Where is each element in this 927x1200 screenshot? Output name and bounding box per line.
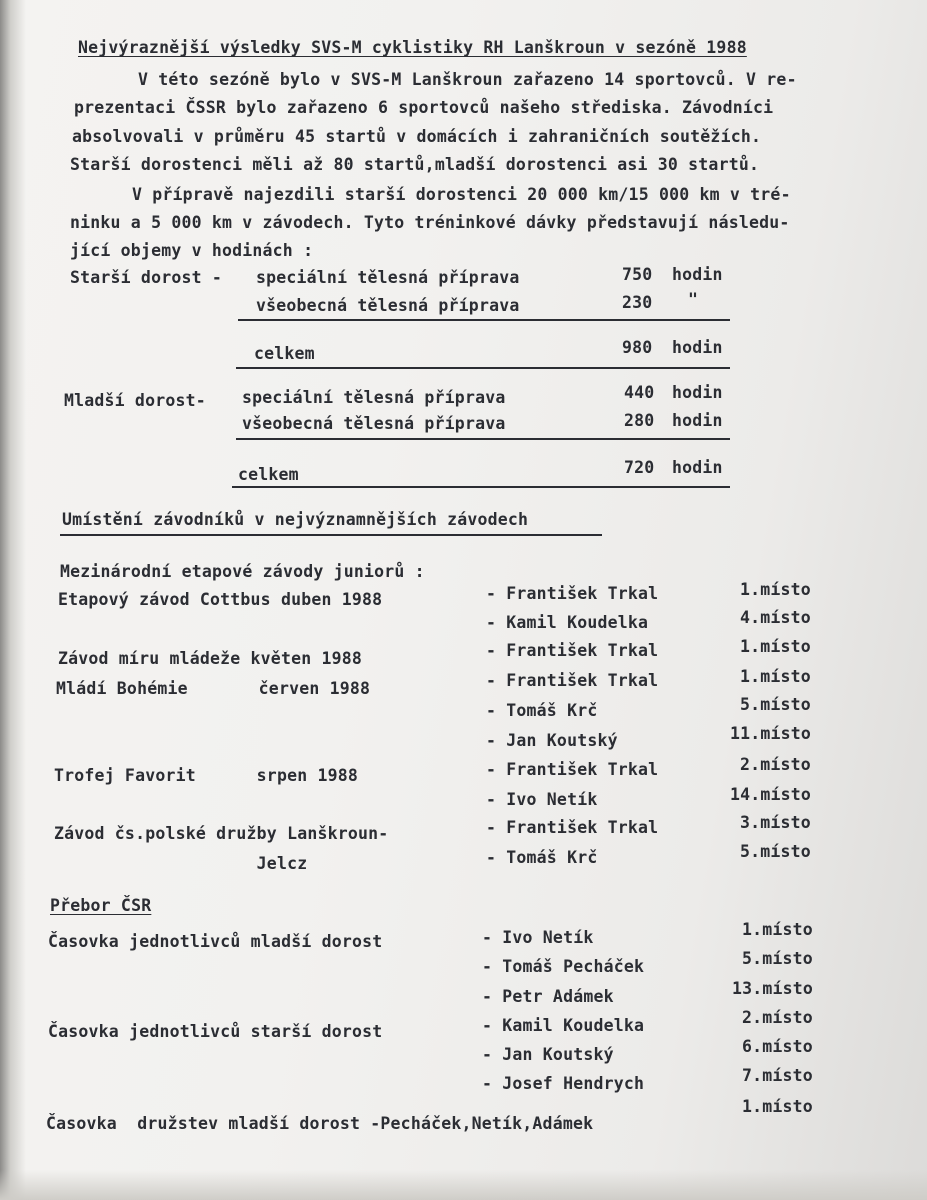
paragraph-line: ninku a 5 000 km v závodech. Tyto tréninkové dávky představují následu- — [70, 213, 790, 232]
volume-row-value: 280 — [624, 411, 655, 430]
result-place: 5.místo — [740, 842, 811, 861]
result-name: - Tomáš Krč — [486, 848, 598, 867]
result-name: - František Trkal — [486, 760, 659, 779]
championship-place: 6.místo — [742, 1037, 813, 1056]
championship-event: Časovka jednotlivců starší dorost — [48, 1022, 383, 1041]
result-place: 1.místo — [740, 667, 811, 686]
championship-name: - Josef Hendrych — [482, 1074, 645, 1093]
volume-total-label: celkem — [254, 344, 315, 363]
volume-row-label: speciální tělesná příprava — [256, 268, 520, 287]
paper-shadow-bottom — [0, 1170, 927, 1200]
championship-event: Časovka jednotlivců mladší dorost — [48, 932, 383, 951]
paragraph-line: V přípravě najezdili starší dorostenci 20 000 km/15 000 km v tré- — [132, 185, 791, 204]
volume-row-value: 440 — [624, 383, 655, 402]
document-title: Nejvýraznější výsledky SVS-M cyklistiky RH Lanškroun v sezóně 1988 — [78, 38, 747, 57]
result-place: 14.místo — [730, 785, 812, 804]
championship-place: 2.místo — [742, 1008, 813, 1027]
volume-total-label: celkem — [238, 465, 299, 484]
result-place: 1.místo — [740, 637, 811, 656]
paragraph-line: V této sezóně bylo v SVS-M Lanškroun zařazeno 14 sportovců. V re- — [138, 70, 797, 89]
volume-row-label: všeobecná tělesná příprava — [256, 296, 520, 315]
volume-row-value: 750 — [622, 265, 653, 284]
divider-line — [236, 438, 730, 440]
championship-name: - Ivo Netík — [482, 928, 594, 947]
championship-name: - Kamil Koudelka — [482, 1016, 645, 1035]
result-place: 11.místo — [730, 724, 812, 743]
result-name: - Jan Koutský — [486, 731, 618, 750]
championship-name: - Tomáš Pecháček — [482, 957, 645, 976]
team-result-line: Časovka družstev mladší dorost -Pecháček,Netík,Adámek — [46, 1114, 594, 1133]
paragraph-line: absolvovali v průměru 45 startů v domácích i zahraničních soutěžích. — [72, 127, 762, 146]
result-name: - František Trkal — [486, 671, 659, 690]
divider-line — [238, 319, 730, 321]
result-place: 1.místo — [740, 580, 811, 599]
result-place: 5.místo — [740, 695, 811, 714]
volume-group-label: Starší dorost - — [70, 268, 223, 287]
championship-place: 1.místo — [742, 920, 813, 939]
championship-name: - Jan Koutský — [482, 1045, 614, 1064]
result-name: - František Trkal — [486, 584, 659, 603]
result-name: - František Trkal — [486, 641, 659, 660]
result-event: Jelcz — [54, 854, 308, 873]
result-event: Mládí Bohémie červen 1988 — [56, 679, 371, 698]
paragraph-line: Starší dorostenci měli až 80 startů,mladší dorostenci asi 30 startů. — [70, 155, 760, 174]
volume-total-unit: hodin — [672, 458, 723, 477]
result-event: Etapový závod Cottbus duben 1988 — [58, 590, 383, 609]
volume-row-unit: hodin — [672, 265, 723, 284]
championship-place: 5.místo — [742, 949, 813, 968]
result-name: - František Trkal — [486, 818, 659, 837]
volume-row-unit: hodin — [672, 383, 723, 402]
result-name: - Tomáš Krč — [486, 701, 598, 720]
team-result-place: 1.místo — [742, 1097, 813, 1116]
divider-line — [232, 486, 730, 488]
result-place: 4.místo — [740, 608, 811, 627]
volume-row-unit: hodin — [672, 411, 723, 430]
volume-total-value: 980 — [622, 338, 653, 357]
result-event: Závod míru mládeže květen 1988 — [58, 649, 363, 668]
heading-underline — [60, 534, 602, 536]
subsection-heading: Mezinárodní etapové závody juniorů : — [60, 562, 425, 581]
championship-place: 7.místo — [742, 1066, 813, 1085]
volume-total-unit: hodin — [672, 338, 723, 357]
volume-row-unit: " — [688, 290, 699, 309]
paragraph-line: jící objemy v hodinách : — [70, 241, 314, 260]
section-heading: Umístění závodníků v nejvýznamnějších závodech — [62, 510, 529, 529]
volume-row-value: 230 — [622, 293, 653, 312]
paragraph-line: prezentaci ČSSR bylo zařazeno 6 sportovců našeho střediska. Závodníci — [74, 98, 774, 117]
result-place: 3.místo — [740, 813, 811, 832]
result-name: - Ivo Netík — [486, 790, 598, 809]
volume-total-value: 720 — [624, 458, 655, 477]
divider-line — [236, 367, 730, 369]
result-name: - Kamil Koudelka — [486, 613, 649, 632]
championship-place: 13.místo — [732, 979, 814, 998]
result-event: Trofej Favorit srpen 1988 — [54, 766, 359, 785]
paper-shadow-left — [0, 0, 26, 1200]
volume-row-label: všeobecná tělesná příprava — [242, 414, 506, 433]
result-event: Závod čs.polské družby Lanškroun- — [54, 824, 389, 843]
volume-row-label: speciální tělesná příprava — [242, 388, 506, 407]
championship-name: - Petr Adámek — [482, 987, 614, 1006]
section-heading: Přebor ČSR — [50, 896, 152, 915]
result-place: 2.místo — [740, 755, 811, 774]
volume-group-label: Mladší dorost- — [64, 391, 206, 410]
